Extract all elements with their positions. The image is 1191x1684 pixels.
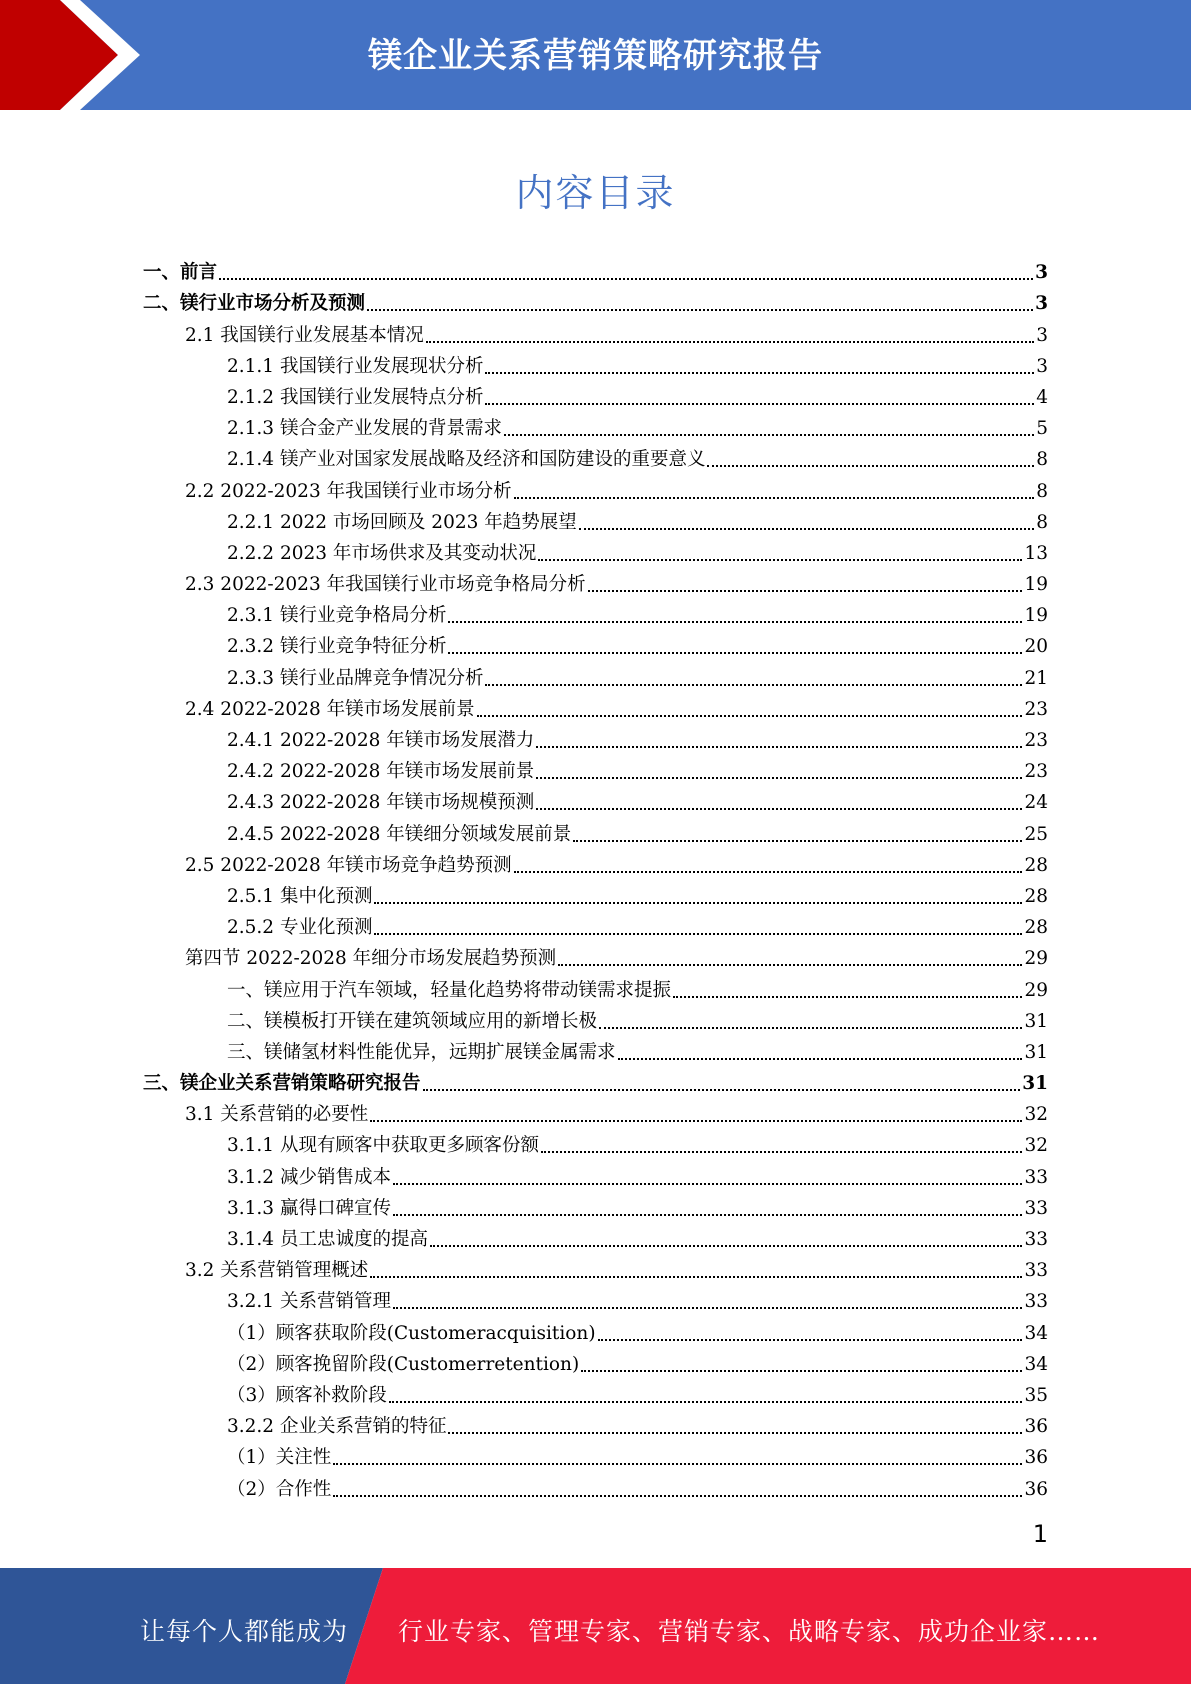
toc-entry-page: 8 [1036,449,1048,471]
toc-entry[interactable] [143,348,1048,379]
toc-leader-dots [573,822,1022,842]
toc-entry-page: 29 [1024,948,1048,970]
toc-entry[interactable] [143,1470,1048,1501]
toc-title: 内容目录 [515,171,676,215]
toc-entry-label: 一、镁应用于汽车领域，轻量化趋势将带动镁需求提振 [227,979,672,1001]
toc-leader-dots [538,541,1022,561]
toc-entry-page: 23 [1024,761,1048,783]
toc-entry-page: 19 [1024,605,1048,627]
toc-entry-label: 2.4 2022-2028 年镁市场发展前景 [185,698,475,720]
toc-entry-page: 28 [1024,917,1048,939]
toc-entry[interactable] [143,597,1048,628]
toc-entry-page: 21 [1024,667,1048,689]
toc-entry-label: 第四节 2022-2028 年细分市场发展趋势预测 [185,948,557,970]
toc-entry[interactable] [143,971,1048,1002]
toc-entry-page: 31 [1024,1041,1048,1063]
toc-entry-label: 二、镁行业市场分析及预测 [143,293,366,315]
toc-entry-page: 20 [1024,636,1048,658]
toc-leader-dots [448,634,1022,654]
toc-entry-label: 2.1 我国镁行业发展基本情况 [185,324,424,346]
toc-entry[interactable] [143,1096,1048,1127]
toc-leader-dots [448,603,1022,623]
toc-entry-label: 3.1.2 减少销售成本 [227,1166,391,1188]
toc-entry-page: 28 [1024,885,1048,907]
toc-entry-page: 36 [1024,1416,1048,1438]
toc-entry[interactable] [143,1221,1048,1252]
toc-leader-dots [485,354,1034,374]
table-of-contents [143,254,1048,1502]
toc-entry-page: 13 [1024,542,1048,564]
toc-entry[interactable] [143,472,1048,503]
toc-entry[interactable] [143,847,1048,878]
toc-leader-dots [333,1477,1022,1497]
toc-entry-page: 29 [1024,979,1048,1001]
toc-leader-dots [485,666,1022,686]
toc-entry[interactable] [143,285,1048,316]
toc-entry-page: 3 [1036,355,1048,377]
toc-entry-page: 32 [1024,1104,1048,1126]
toc-entry-page: 4 [1036,386,1048,408]
toc-entry-page: 3 [1036,324,1048,346]
toc-entry[interactable] [143,1314,1048,1345]
toc-entry-page: 5 [1036,418,1048,440]
toc-entry-page: 34 [1024,1322,1048,1344]
toc-entry[interactable] [143,316,1048,347]
toc-leader-dots [558,946,1022,966]
toc-leader-dots [673,978,1022,998]
toc-entry-label: 2.2.2 2023 年市场供求及其变动状况 [227,542,537,564]
toc-entry-label: 3.2.2 企业关系营销的特征 [227,1416,447,1438]
toc-entry[interactable] [143,815,1048,846]
toc-leader-dots [370,1258,1022,1278]
toc-entry[interactable] [143,379,1048,410]
toc-entry-label: 2.4.1 2022-2028 年镁市场发展潜力 [227,730,535,751]
toc-entry[interactable] [143,1190,1048,1221]
toc-leader-dots [579,510,1034,530]
toc-leader-dots [514,479,1035,499]
toc-entry[interactable] [143,1003,1048,1034]
toc-leader-dots [374,884,1022,904]
toc-leader-dots [219,260,1033,280]
footer-slogan-left: 让每个人都能成为 [140,1617,349,1646]
toc-entry[interactable] [143,1377,1048,1408]
toc-leader-dots [389,1383,1023,1403]
toc-entry[interactable] [143,441,1048,472]
toc-entry[interactable] [143,504,1048,535]
toc-leader-dots [504,416,1034,436]
toc-entry-label: 2.2.1 2022 市场回顾及 2023 年趋势展望 [227,511,577,533]
toc-leader-dots [393,1165,1022,1185]
toc-entry[interactable] [143,410,1048,441]
toc-entry[interactable] [143,1034,1048,1065]
toc-entry-label: 2.5 2022-2028 年镁市场竞争趋势预测 [185,854,512,876]
toc-leader-dots [485,385,1034,405]
toc-entry-page: 23 [1024,698,1048,720]
toc-entry-label: （2）顾客挽留阶段(Customerretention) [227,1353,580,1375]
toc-leader-dots [423,1071,1021,1091]
toc-leader-dots [588,572,1023,592]
toc-entry[interactable] [143,659,1048,690]
toc-leader-dots [581,1352,1022,1372]
toc-entry-page: 3 [1035,262,1048,284]
toc-leader-dots [618,1040,1023,1060]
toc-leader-dots [536,728,1022,748]
toc-leader-dots [514,853,1023,873]
toc-entry[interactable] [143,1158,1048,1189]
toc-entry-label: 二、镁模板打开镁在建筑领域应用的新增长极 [227,1010,598,1032]
toc-leader-dots [541,1133,1022,1153]
toc-entry-page: 31 [1024,1010,1048,1032]
toc-leader-dots [536,790,1022,810]
toc-entry[interactable] [143,878,1048,909]
toc-entry-label: 一、前言 [143,262,218,284]
toc-entry-label: 3.2.1 关系营销管理 [227,1291,391,1313]
toc-leader-dots [426,323,1034,343]
footer-slogan-right: 行业专家、管理专家、营销专家、战略专家、成功企业家…… [398,1617,1101,1646]
toc-leader-dots [599,1009,1022,1029]
toc-leader-dots [374,915,1022,935]
toc-entry-page: 33 [1024,1229,1048,1250]
toc-entry-page: 8 [1036,480,1048,502]
toc-entry-page: 24 [1024,792,1048,814]
toc-entry[interactable] [143,691,1048,722]
toc-entry-page: 19 [1024,574,1048,596]
toc-entry-label: 3.1.1 从现有顾客中获取更多顾客份额 [227,1135,539,1157]
toc-entry-label: 2.1.3 镁合金产业发展的背景需求 [227,418,502,440]
toc-entry[interactable] [143,1283,1048,1314]
toc-entry-page: 34 [1024,1353,1048,1375]
toc-entry[interactable] [143,628,1048,659]
toc-entry[interactable] [143,722,1048,753]
toc-entry-page: 23 [1024,730,1048,751]
toc-entry[interactable] [143,1439,1048,1470]
toc-entry-page: 33 [1024,1166,1048,1188]
toc-entry[interactable] [143,753,1048,784]
toc-entry-label: 2.1.2 我国镁行业发展特点分析 [227,386,484,408]
toc-leader-dots [477,697,1023,717]
toc-entry-label: 3.1.3 赢得口碑宣传 [227,1197,391,1219]
toc-entry-label: （2）合作性 [227,1478,332,1500]
toc-entry-label: 3.2 关系营销管理概述 [185,1260,369,1282]
page-number: 1 [1032,1520,1048,1548]
toc-leader-dots [393,1196,1022,1216]
toc-entry-page: 25 [1024,823,1048,845]
toc-entry-page: 8 [1036,511,1048,533]
toc-entry-label: 2.4.5 2022-2028 年镁细分领域发展前景 [227,823,572,845]
toc-entry-label: 3.1.4 员工忠诚度的提高 [227,1229,428,1250]
toc-entry-label: （1）顾客获取阶段(Customeracquisition) [227,1322,596,1344]
toc-entry-label: （3）顾客补救阶段 [227,1384,387,1406]
toc-entry-label: 2.1.1 我国镁行业发展现状分析 [227,355,484,377]
toc-leader-dots [393,1289,1022,1309]
toc-entry-page: 32 [1024,1135,1048,1157]
toc-entry[interactable] [143,254,1048,285]
header-banner [0,0,1191,110]
toc-entry-label: 2.5.2 专业化预测 [227,917,373,939]
toc-entry[interactable] [143,909,1048,940]
toc-entry-label: 2.4.3 2022-2028 年镁市场规模预测 [227,792,535,814]
toc-entry[interactable] [143,1127,1048,1158]
toc-leader-dots [370,1102,1022,1122]
toc-entry[interactable] [143,784,1048,815]
toc-leader-dots [598,1321,1023,1341]
toc-entry-label: 2.5.1 集中化预测 [227,885,373,907]
toc-entry-label: 2.3.2 镁行业竞争特征分析 [227,636,447,658]
toc-entry-label: 2.3.1 镁行业竞争格局分析 [227,605,447,627]
toc-entry-label: 三、镁储氢材料性能优异，远期扩展镁金属需求 [227,1041,616,1063]
toc-leader-dots [448,1414,1022,1434]
toc-entry[interactable] [143,535,1048,566]
toc-entry-label: 2.3 2022-2023 年我国镁行业市场竞争格局分析 [185,574,586,596]
toc-entry[interactable] [143,1346,1048,1377]
toc-entry-page: 28 [1024,854,1048,876]
footer-banner [0,1568,1191,1684]
toc-entry[interactable] [143,1252,1048,1283]
toc-entry[interactable] [143,940,1048,971]
toc-entry-label: 2.3.3 镁行业品牌竞争情况分析 [227,667,484,689]
toc-entry-label: 2.2 2022-2023 年我国镁行业市场分析 [185,480,512,502]
toc-entry-label: （1）关注性 [227,1447,332,1469]
toc-entry-page: 36 [1024,1478,1048,1500]
header-title: 镁企业关系营销策略研究报告 [368,36,823,76]
toc-entry-label: 三、镁企业关系营销策略研究报告 [143,1073,421,1095]
toc-entry-page: 33 [1024,1260,1048,1282]
toc-leader-dots [707,447,1034,467]
toc-entry[interactable] [143,1408,1048,1439]
toc-entry-label: 3.1 关系营销的必要性 [185,1104,369,1126]
toc-leader-dots [536,759,1022,779]
toc-entry[interactable] [143,566,1048,597]
toc-entry-page: 33 [1024,1197,1048,1219]
toc-entry-label: 2.1.4 镁产业对国家发展战略及经济和国防建设的重要意义 [227,449,706,471]
toc-entry-page: 36 [1024,1447,1048,1469]
toc-leader-dots [333,1445,1022,1465]
toc-entry-page: 3 [1035,293,1048,315]
toc-entry[interactable] [143,1065,1048,1096]
toc-leader-dots [367,291,1033,311]
toc-entry-page: 33 [1024,1291,1048,1313]
toc-entry-label: 2.4.2 2022-2028 年镁市场发展前景 [227,761,535,783]
toc-entry-page: 35 [1024,1384,1048,1406]
toc-leader-dots [430,1227,1022,1247]
toc-entry-page: 31 [1022,1073,1048,1095]
